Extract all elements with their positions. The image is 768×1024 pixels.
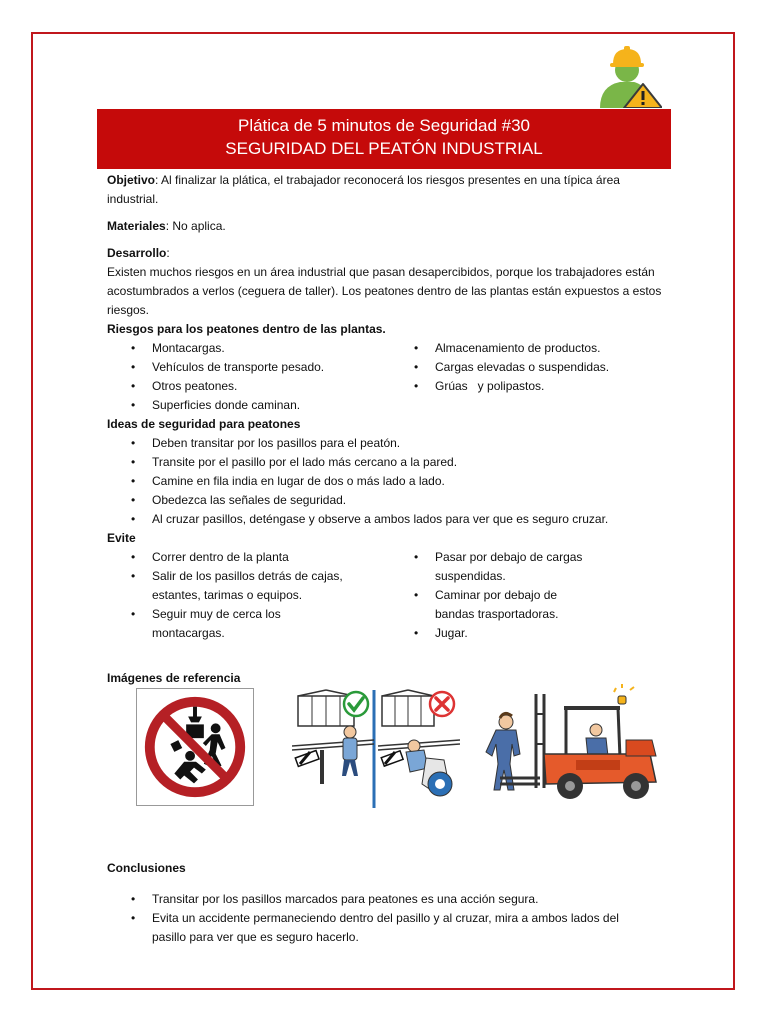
list-item: • Salir de los pasillos detrás de cajas, estantes, tarimas o equipos. — [107, 567, 382, 605]
list-item: • Almacenamiento de productos. — [413, 339, 667, 358]
list-item: • Grúas y polipastos. — [413, 377, 667, 396]
objetivo-text: : Al finalizar la plática, el trabajador reconocerá los riesgos presentes en una típica área industrial. — [107, 173, 620, 206]
conclusiones-heading — [107, 859, 667, 878]
conclusiones-heading-text: Conclusiones — [107, 861, 186, 875]
title-banner — [97, 109, 671, 169]
imagenes-heading: Imágenes de referencia — [107, 671, 241, 685]
list-item: • Pasar por debajo de cargas suspendidas. — [413, 548, 595, 586]
conclusiones-list — [107, 890, 667, 947]
ideas-heading-text: Ideas de seguridad para peatones — [107, 417, 301, 431]
main-content — [107, 171, 667, 643]
ideas-heading — [107, 415, 667, 434]
correct-incorrect-walkway-illustration — [292, 688, 460, 808]
ideas-list — [107, 434, 667, 529]
desarrollo-text: Existen muchos riesgos en un área industrial que pasan desapercibidos, porque los trabajadores están acostumbrados a verlos (ceguera de taller). Los peatones dentro de las plantas están expuestos a estos riesgos. — [107, 265, 662, 317]
riesgos-heading — [107, 320, 667, 339]
list-item: • Evita un accidente permaneciendo dentro del pasillo y al cruzar, mira a ambos lados del pasillo para ver que es seguro hacerlo. — [107, 909, 652, 947]
list-item: • Vehículos de transporte pesado. — [107, 358, 413, 377]
list-item: • Camine en fila india en lugar de dos o más lado a lado. — [107, 472, 667, 491]
materiales-paragraph — [107, 217, 667, 236]
conclusiones-section — [107, 847, 667, 947]
evite-col2 — [413, 548, 667, 643]
list-item: • Transitar por los pasillos marcados para peatones es una acción segura. — [107, 890, 667, 909]
riesgos-col2 — [413, 339, 667, 415]
talk-subtitle: SEGURIDAD DEL PEATÓN INDUSTRIAL — [225, 139, 543, 158]
evite-heading-text: Evite — [107, 531, 136, 545]
materiales-text: : No aplica. — [165, 219, 226, 233]
safety-worker-icon — [596, 44, 662, 108]
riesgos-heading-text: Riesgos para los peatones dentro de las plantas. — [107, 322, 386, 336]
no-pedestrian-sign-icon — [136, 688, 254, 806]
list-item: • Superficies donde caminan. — [107, 396, 413, 415]
list-item: • Obedezca las señales de seguridad. — [107, 491, 667, 510]
evite-col1 — [107, 548, 413, 643]
riesgos-col1 — [107, 339, 413, 415]
list-item: • Al cruzar pasillos, deténgase y observe a ambos lados para ver que es seguro cruzar. — [107, 510, 667, 529]
materiales-label: Materiales — [107, 219, 166, 233]
desarrollo-heading — [107, 244, 667, 263]
list-item: • Seguir muy de cerca los montacargas. — [107, 605, 342, 643]
riesgos-list — [107, 339, 667, 415]
objetivo-paragraph — [107, 171, 667, 209]
talk-title: Plática de 5 minutos de Seguridad #30 — [237, 116, 531, 135]
list-item: • Otros peatones. — [107, 377, 413, 396]
list-item: • Caminar por debajo de bandas trasportadoras. — [413, 586, 595, 624]
objetivo-label: Objetivo — [107, 173, 156, 187]
list-item: • Montacargas. — [107, 339, 413, 358]
list-item: • Jugar. — [413, 624, 667, 643]
list-item: • Transite por el pasillo por el lado más cercano a la pared. — [107, 453, 667, 472]
list-item: • Deben transitar por los pasillos para el peatón. — [107, 434, 667, 453]
desarrollo-colon: : — [166, 246, 170, 260]
desarrollo-label: Desarrollo — [107, 246, 167, 260]
list-item: • Correr dentro de la planta — [107, 548, 382, 567]
forklift-pedestrian-illustration — [480, 684, 664, 806]
list-item: • Cargas elevadas o suspendidas. — [413, 358, 667, 377]
evite-heading — [107, 529, 667, 548]
evite-list — [107, 548, 667, 643]
